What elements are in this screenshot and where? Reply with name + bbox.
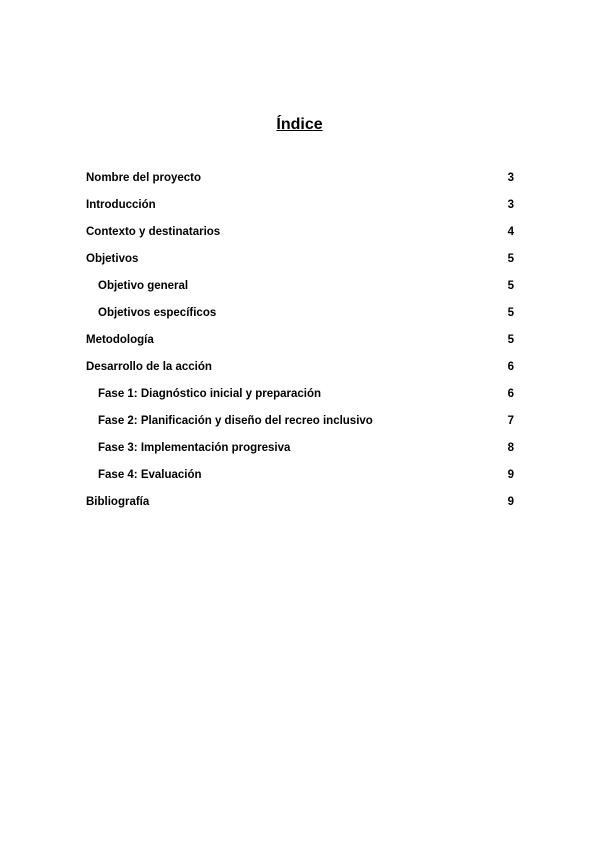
- toc-entry-introduccion[interactable]: [86, 197, 514, 224]
- page-title: Índice: [276, 116, 323, 133]
- toc-entry-label: Metodología: [86, 334, 154, 346]
- toc-entry-metodologia[interactable]: [86, 332, 514, 359]
- toc-entry-page-number: 9: [507, 496, 514, 508]
- toc-entry-page-number: 5: [507, 280, 514, 292]
- toc-entry-label: Nombre del proyecto: [86, 172, 202, 184]
- toc-entry-label: Contexto y destinatarios: [86, 226, 221, 238]
- toc-entry-label: Bibliografía: [86, 496, 150, 508]
- toc-entry-page-number: 4: [507, 226, 514, 238]
- toc-entry-fase-1[interactable]: [86, 386, 514, 413]
- toc-entry-label: Objetivo general: [98, 280, 189, 292]
- table-of-contents: [86, 170, 514, 521]
- toc-entry-label: Desarrollo de la acción: [86, 361, 212, 373]
- toc-entry-page-number: 7: [507, 415, 514, 427]
- toc-entry-bibliografia[interactable]: [86, 494, 514, 521]
- toc-entry-page-number: 6: [507, 388, 514, 400]
- toc-entry-contexto-y-destinatarios[interactable]: [86, 224, 514, 251]
- toc-entry-fase-4[interactable]: [86, 467, 514, 494]
- toc-entry-page-number: 3: [507, 172, 514, 184]
- toc-entry-label: Introducción: [86, 199, 156, 211]
- toc-entry-objetivo-general[interactable]: [86, 278, 514, 305]
- toc-entry-page-number: 6: [507, 361, 514, 373]
- toc-entry-label: Fase 1: Diagnóstico inicial y preparación: [98, 388, 322, 400]
- toc-entry-label: Fase 2: Planificación y diseño del recreo inclusivo: [98, 415, 373, 427]
- toc-entry-objetivos[interactable]: [86, 251, 514, 278]
- toc-entry-desarrollo-de-la-accion[interactable]: [86, 359, 514, 386]
- toc-entry-page-number: 9: [507, 469, 514, 481]
- toc-entry-label: Fase 3: Implementación progresiva: [98, 442, 291, 454]
- toc-entry-objetivos-especificos[interactable]: [86, 305, 514, 332]
- toc-entry-fase-3[interactable]: [86, 440, 514, 467]
- toc-entry-fase-2[interactable]: [86, 413, 514, 440]
- toc-entry-label: Objetivos específicos: [98, 307, 217, 319]
- toc-entry-page-number: 5: [507, 253, 514, 265]
- toc-entry-page-number: 8: [507, 442, 514, 454]
- toc-entry-label: Fase 4: Evaluación: [98, 469, 202, 481]
- toc-entry-page-number: 3: [507, 199, 514, 211]
- toc-entry-nombre-del-proyecto[interactable]: [86, 170, 514, 197]
- toc-entry-page-number: 5: [507, 334, 514, 346]
- toc-entry-page-number: 5: [507, 307, 514, 319]
- toc-entry-label: Objetivos: [86, 253, 139, 265]
